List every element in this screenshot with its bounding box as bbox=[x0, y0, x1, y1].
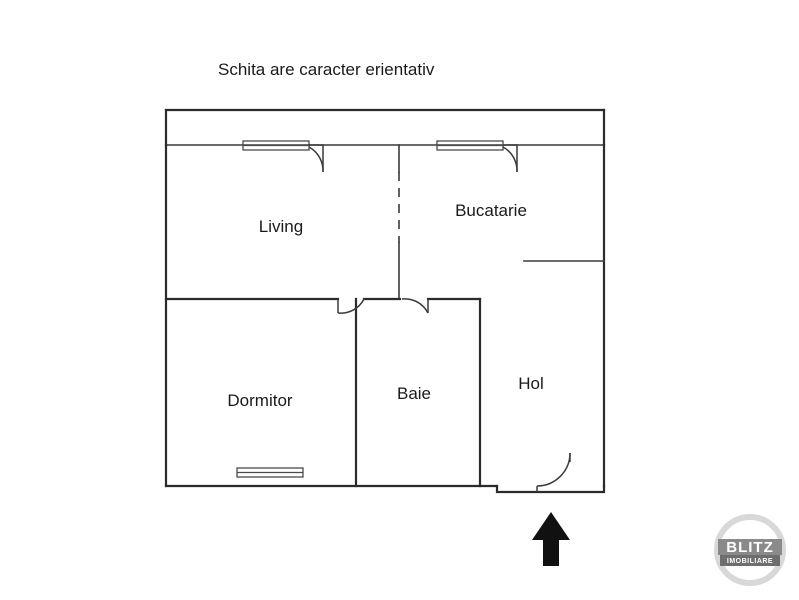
window-bucatarie bbox=[437, 141, 503, 150]
entrance-arrow-icon bbox=[532, 512, 570, 566]
room-label-bucatarie: Bucatarie bbox=[455, 201, 527, 220]
blitz-imobiliare-logo bbox=[712, 512, 788, 588]
wall-entrance-recess bbox=[497, 486, 604, 492]
window-dormitor bbox=[237, 468, 303, 477]
room-label-baie: Baie bbox=[396, 384, 432, 403]
room-label-living: Living bbox=[258, 217, 304, 236]
door-entrance bbox=[537, 453, 570, 492]
door-living-top bbox=[309, 145, 323, 172]
logo-main-text: BLITZ bbox=[726, 539, 774, 556]
plan-title: Schita are caracter erientativ bbox=[218, 60, 435, 79]
logo-sub-text: IMOBILIARE bbox=[726, 558, 774, 565]
window-living bbox=[243, 141, 309, 150]
room-label-dormitor: Dormitor bbox=[227, 391, 293, 410]
door-baie bbox=[402, 299, 428, 313]
door-dormitor bbox=[338, 299, 364, 313]
room-label-hol: Hol bbox=[518, 374, 544, 393]
door-bucatarie-top bbox=[503, 145, 517, 172]
